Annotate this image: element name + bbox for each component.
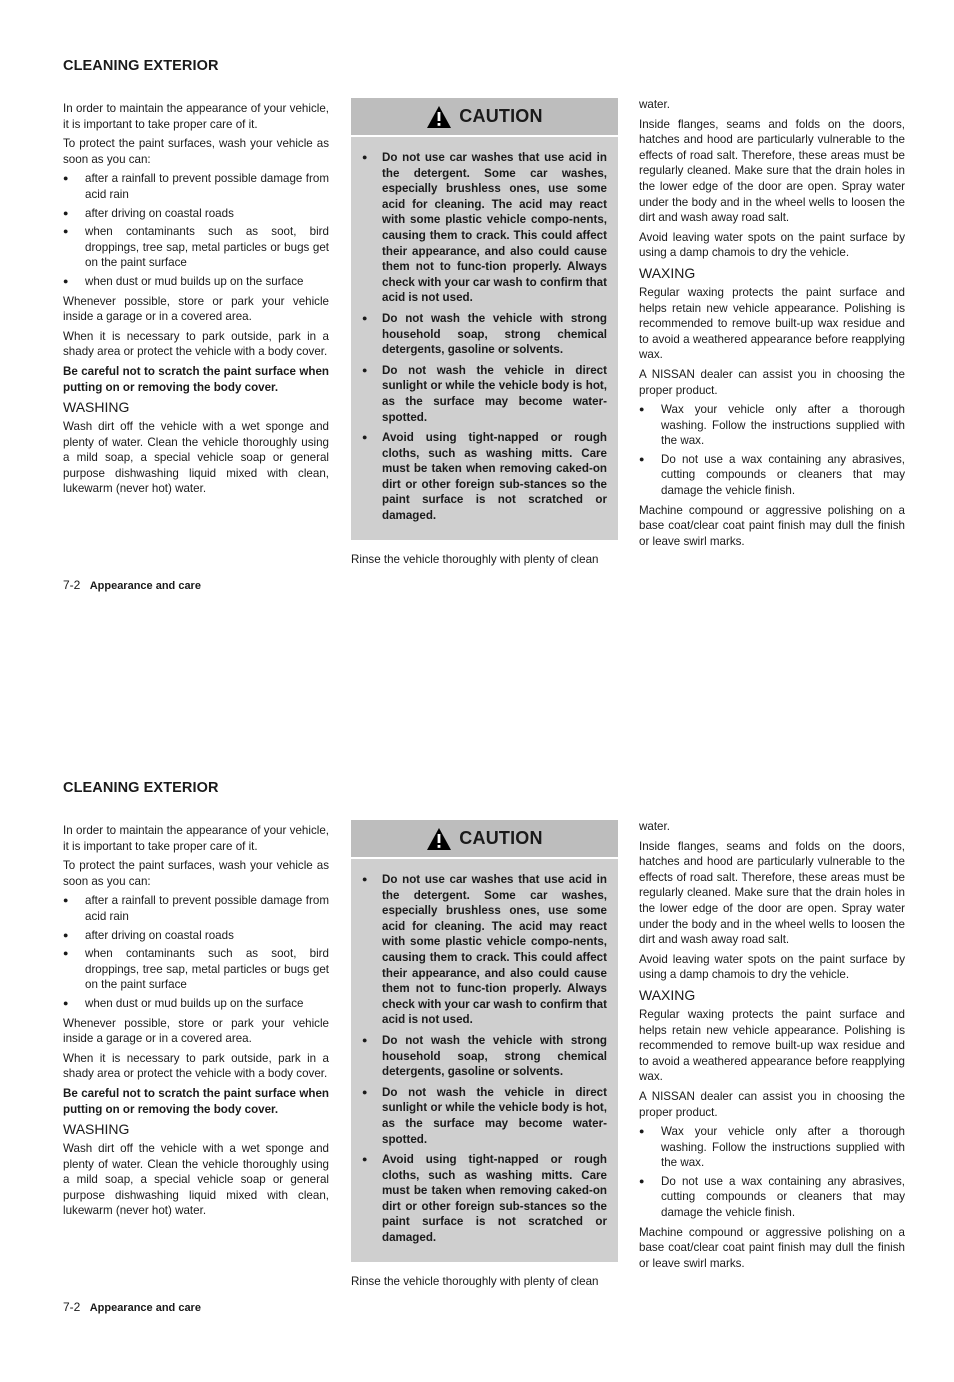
water-continuation: water. (639, 820, 670, 833)
section-name: Appearance and care (89, 580, 201, 592)
store-paragraph: Whenever possible, store or park your vehicle inside a garage or in a covered area. (63, 1016, 329, 1046)
list-item: ● Do not use a wax containing any abrasives, cutting compounds or cleaners that may damage the vehicle finish. (639, 452, 905, 499)
intro-paragraph: In order to maintain the appearance of your vehicle, it is important to take proper care of it. (63, 824, 329, 853)
wash-when-list (63, 171, 329, 289)
rinse-paragraph: Rinse the vehicle thoroughly with plenty of clean (351, 1275, 599, 1288)
warning-triangle-icon (426, 105, 452, 129)
polishing-paragraph: Machine compound or aggressive polishing on a base coat/clear coat paint finish may dull the finish or leave swirl marks. (639, 1225, 905, 1270)
waxing-heading: WAXING (639, 986, 696, 1003)
body-cover-warning: Be careful not to scratch the paint surface when putting on or removing the body cover. (63, 364, 329, 394)
page-number: 7-2 (63, 1300, 81, 1314)
washing-heading: WASHING (63, 399, 130, 416)
caution-header (351, 820, 618, 859)
list-item: ● after driving on coastal roads (63, 928, 329, 944)
list-item: ● when dust or mud builds up on the surface (63, 274, 329, 290)
road-salt-paragraph: Inside flanges, seams and folds on the doors, hatches and hood are particularly vulnerable to the effects of road salt. Therefore, these areas must be regularly cleaned. Make sure that the drain holes in the lower edge of the door are open. Spray water under the body and in the wheel wells to loosen the dirt and wash away road salt. (639, 117, 905, 225)
column-left (63, 101, 329, 501)
park-paragraph: When it is necessary to park outside, park in a shady area or protect the vehicle with a body cover. (63, 329, 329, 359)
column-middle (351, 98, 618, 572)
store-paragraph: Whenever possible, store or park your vehicle inside a garage or in a covered area. (63, 294, 329, 324)
caution-item: ● Avoid using tight-napped or rough cloths, such as washing mitts. Care must be taken when removing caked-on dirt or other foreign sub-stances so the paint surface is not scratched or damaged. (362, 1152, 607, 1246)
page-footer (63, 578, 201, 592)
page-title: CLEANING EXTERIOR (63, 58, 219, 74)
washing-heading: WASHING (63, 1121, 130, 1138)
list-item: ● after a rainfall to prevent possible damage from acid rain (63, 171, 329, 202)
caution-item: ● Do not wash the vehicle in direct sunlight or while the vehicle body is hot, as the surface may become water-spotted. (362, 363, 607, 425)
caution-box (351, 820, 618, 1262)
dealer-paragraph: A NISSAN dealer can assist you in choosing the proper product. (639, 367, 905, 397)
waxing-paragraph: Regular waxing protects the paint surface and helps retain new vehicle appearance. Polishing is recommended to remove built-up wax residue and to avoid a weathered appearance before reapplying wax. (639, 1007, 905, 1084)
rinse-paragraph: Rinse the vehicle thoroughly with plenty of clean (351, 553, 599, 566)
list-item: ● after driving on coastal roads (63, 206, 329, 222)
list-item: ● when contaminants such as soot, bird droppings, tree sap, metal particles or bugs get on the paint surface (63, 224, 329, 271)
intro-paragraph: In order to maintain the appearance of your vehicle, it is important to take proper care of it. (63, 102, 329, 131)
water-spots-paragraph: Avoid leaving water spots on the paint surface by using a damp chamois to dry the vehicle. (639, 952, 905, 982)
caution-label: CAUTION (459, 105, 543, 126)
caution-box (351, 98, 618, 540)
water-spots-paragraph: Avoid leaving water spots on the paint surface by using a damp chamois to dry the vehicle. (639, 230, 905, 260)
list-item: ● Wax your vehicle only after a thorough washing. Follow the instructions supplied with the wax. (639, 402, 905, 449)
caution-item: ● Do not use car washes that use acid in the detergent. Some car washes, especially brushless ones, use some acid for cleaning. The acid may react with some plastic vehicle compo-nents, causing them to crack. This could affect their appearance, and also could cause them not to func-tion properly. Always check with your car wash to confirm that acid is not used. (362, 150, 607, 306)
list-item: ● when dust or mud builds up on the surface (63, 996, 329, 1012)
wax-list (639, 402, 905, 499)
road-salt-paragraph: Inside flanges, seams and folds on the doors, hatches and hood are particularly vulnerable to the effects of road salt. Therefore, these areas must be regularly cleaned. Make sure that the drain holes in the lower edge of the door are open. Spray water under the body and in the wheel wells to loosen the dirt and wash away road salt. (639, 839, 905, 947)
body-cover-warning: Be careful not to scratch the paint surface when putting on or removing the body cover. (63, 1086, 329, 1116)
warning-triangle-icon (426, 827, 452, 851)
caution-item: ● Do not wash the vehicle with strong household soap, strong chemical detergents, gasoline or solvents. (362, 311, 607, 358)
protect-paragraph: To protect the paint surfaces, wash your vehicle as soon as you can: (63, 859, 329, 888)
caution-item: ● Do not wash the vehicle with strong household soap, strong chemical detergents, gasoline or solvents. (362, 1033, 607, 1080)
caution-header (351, 98, 618, 137)
column-right (639, 97, 905, 553)
column-left (63, 823, 329, 1223)
dealer-paragraph: A NISSAN dealer can assist you in choosing the proper product. (639, 1089, 905, 1119)
caution-item: ● Avoid using tight-napped or rough cloths, such as washing mitts. Care must be taken when removing caked-on dirt or other foreign sub-stances so the paint surface is not scratched or damaged. (362, 430, 607, 524)
list-item: ● after a rainfall to prevent possible damage from acid rain (63, 893, 329, 924)
waxing-paragraph: Regular waxing protects the paint surface and helps retain new vehicle appearance. Polishing is recommended to remove built-up wax residue and to avoid a weathered appearance before reapplying wax. (639, 285, 905, 362)
protect-paragraph: To protect the paint surfaces, wash your vehicle as soon as you can: (63, 137, 329, 166)
polishing-paragraph: Machine compound or aggressive polishing on a base coat/clear coat paint finish may dull the finish or leave swirl marks. (639, 503, 905, 548)
list-item: ● when contaminants such as soot, bird droppings, tree sap, metal particles or bugs get on the paint surface (63, 946, 329, 993)
page-top (0, 0, 954, 660)
page-number: 7-2 (63, 578, 81, 592)
list-item: ● Do not use a wax containing any abrasives, cutting compounds or cleaners that may damage the vehicle finish. (639, 1174, 905, 1221)
caution-item: ● Do not wash the vehicle in direct sunlight or while the vehicle body is hot, as the surface may become water-spotted. (362, 1085, 607, 1147)
page-bottom (0, 722, 954, 1382)
section-name: Appearance and care (89, 1302, 201, 1314)
wax-list (639, 1124, 905, 1221)
washing-paragraph: Wash dirt off the vehicle with a wet sponge and plenty of water. Clean the vehicle thoroughly using a mild soap, a special vehicle soap or general purpose dishwashing liquid mixed with clean, lukewarm (never hot) water. (63, 1142, 329, 1218)
page-footer (63, 1300, 201, 1314)
park-paragraph: When it is necessary to park outside, park in a shady area or protect the vehicle with a body cover. (63, 1051, 329, 1081)
column-right (639, 819, 905, 1275)
page-title: CLEANING EXTERIOR (63, 780, 219, 796)
caution-list (351, 859, 618, 1246)
caution-list (351, 137, 618, 524)
list-item: ● Wax your vehicle only after a thorough washing. Follow the instructions supplied with the wax. (639, 1124, 905, 1171)
column-middle (351, 820, 618, 1294)
waxing-heading: WAXING (639, 264, 696, 281)
wash-when-list (63, 893, 329, 1011)
water-continuation: water. (639, 98, 670, 111)
caution-label: CAUTION (459, 827, 543, 848)
caution-item: ● Do not use car washes that use acid in the detergent. Some car washes, especially brushless ones, use some acid for cleaning. The acid may react with some plastic vehicle compo-nents, causing them to crack. This could affect their appearance, and also could cause them not to func-tion properly. Always check with your car wash to confirm that acid is not used. (362, 872, 607, 1028)
washing-paragraph: Wash dirt off the vehicle with a wet sponge and plenty of water. Clean the vehicle thoroughly using a mild soap, a special vehicle soap or general purpose dishwashing liquid mixed with clean, lukewarm (never hot) water. (63, 420, 329, 496)
